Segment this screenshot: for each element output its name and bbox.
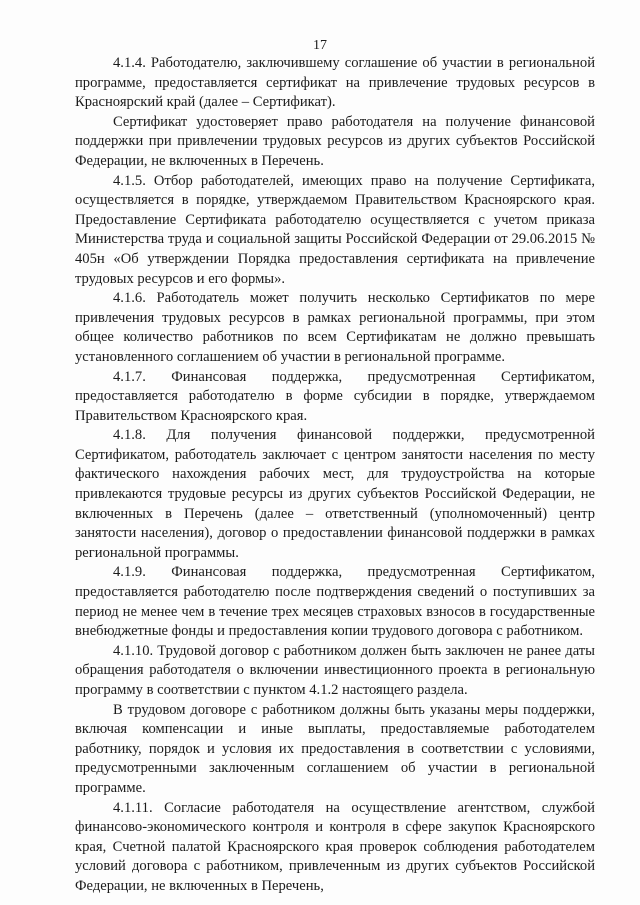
paragraph-4-1-9: 4.1.9. Финансовая поддержка, предусмотренная Сертификатом, предоставляется работодателю после подтверждения сведений о поступивших за период не менее чем в течение трех месяцев страховых взносов в государственные внебюджетные фонды и предоставления копии трудового договора с работником.: [75, 564, 595, 640]
paragraph-4-1-7: 4.1.7. Финансовая поддержка, предусмотренная Сертификатом, предоставляется работодателю в форме субсидии в порядке, утверждаемом Правительством Красноярского края.: [75, 368, 595, 424]
paragraph-4-1-5: 4.1.5. Отбор работодателей, имеющих право на получение Сертификата, осуществляется в порядке, утверждаемом Правительством Красноярского края. Предоставление Сертификата работодателю осуществляется с учетом приказа Министерства труда и социальной защиты Российской Федерации от 29.06.2015 № 405н «Об утверждении Порядка предоставления сертификата на привлечение трудовых ресурсов и его формы».: [75, 172, 595, 287]
paragraph-4-1-8: 4.1.8. Для получения финансовой поддержки, предусмотренной Сертификатом, работодатель заключает с центром занятости населения по месту фактического нахождения рабочих мест, для трудоустройства на которые привлекаются трудовые ресурсы из других субъектов Российской Федерации, не включенных в Перечень (далее – ответственный (уполномоченный) центр занятости населения), договор о предоставлении финансовой поддержки в рамках региональной программы.: [75, 427, 595, 561]
paragraph-4-1-6: 4.1.6. Работодатель может получить несколько Сертификатов по мере привлечения трудовых ресурсов в рамках региональной программы, при этом общее количество работников по всем Сертификатам не должно превышать установленного соглашением об участии в региональной программе.: [75, 290, 595, 365]
document-body: [75, 54, 595, 897]
paragraph-labor-contract-terms: В трудовом договоре с работником должны быть указаны меры поддержки, включая компенсации и иные выплаты, предоставляемые работодателем работнику, порядок и условия их предоставления в соответствии с условиями, предусмотренными заключенным соглашением об участии в региональной программе.: [75, 701, 595, 796]
paragraph-certificate-right: Сертификат удостоверяет право работодателя на получение финансовой поддержки при привлечении трудовых ресурсов из других субъектов Российской Федерации, не включенных в Перечень.: [75, 113, 595, 169]
paragraph-4-1-11: 4.1.11. Согласие работодателя на осуществление агентством, службой финансово-экономического контроля и контроля в сфере закупок Красноярского края, Счетной палатой Красноярского края проверок соблюдения работодателем условий договора с работником, привлеченным из других субъектов Российской Федерации, не включенных в Перечень,: [75, 799, 595, 894]
paragraph-4-1-4: 4.1.4. Работодателю, заключившему соглашение об участии в региональной программе, предоставляется сертификат на привлечение трудовых ресурсов в Красноярский край (далее – Сертификат).: [75, 55, 595, 111]
paragraph-4-1-10: 4.1.10. Трудовой договор с работником должен быть заключен не ранее даты обращения работодателя о включении инвестиционного проекта в региональную программу в соответствии с пунктом 4.1.2 настоящего раздела.: [75, 642, 595, 698]
page-number: 17: [313, 38, 327, 53]
